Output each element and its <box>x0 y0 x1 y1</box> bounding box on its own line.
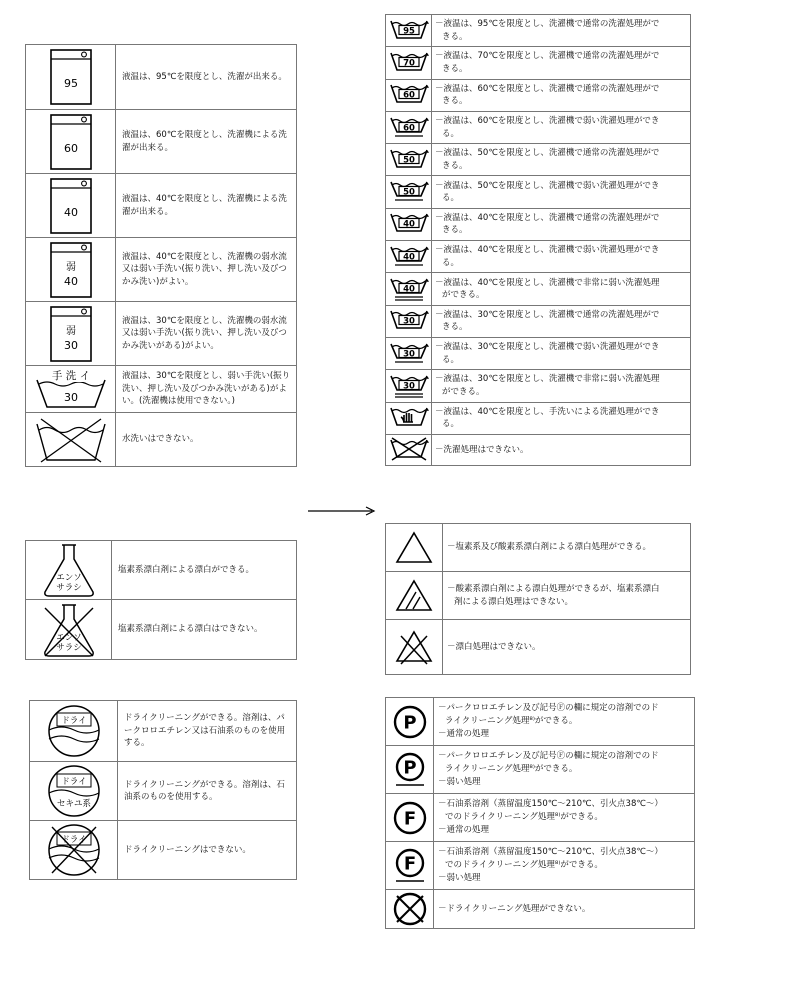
old-bleach-row <box>26 541 297 600</box>
symbol-cell <box>26 45 116 110</box>
symbol-cell <box>386 144 432 176</box>
no-wash-icon <box>31 416 111 464</box>
description-line: －弱い処理 <box>438 873 481 883</box>
temperature-label: 40 <box>402 219 415 230</box>
symbol-cell <box>26 238 116 302</box>
no-dry-clean-icon <box>391 890 429 928</box>
old-bleaching-table <box>25 540 297 660</box>
description-cell <box>443 524 691 572</box>
description-line: －液温は、40℃を限度とし、洗濯機で通常の洗濯処理がで <box>435 212 660 223</box>
new-wash-row <box>386 434 691 465</box>
temperature-label: 40 <box>402 284 415 295</box>
petroleum-label: セキユ系 <box>56 799 91 809</box>
dry-clean-p-icon <box>391 751 429 789</box>
right-arrow-icon <box>308 503 378 519</box>
new-wash-row <box>386 273 691 305</box>
dry-clean-f-icon <box>391 799 429 837</box>
new-wash-row <box>386 47 691 79</box>
new-bleach-row <box>386 620 691 675</box>
temperature-label: 40 <box>402 252 415 263</box>
symbol-cell <box>386 176 432 208</box>
no-bleach-icon <box>394 629 434 665</box>
new-wash-row <box>386 111 691 143</box>
symbol-cell <box>30 762 118 821</box>
wash-tub-icon <box>389 275 429 303</box>
old-wash-row <box>26 413 297 467</box>
wash-tub-icon <box>389 146 429 174</box>
solvent-letter: F <box>403 808 416 829</box>
description-cell <box>434 794 695 842</box>
symbol-cell <box>386 698 434 746</box>
temperature-label: 95 <box>63 77 78 90</box>
symbol-cell <box>386 111 432 143</box>
description-cell <box>432 434 691 465</box>
description-line: －液温は、95℃を限度とし、洗濯機で通常の洗濯処理がで <box>435 19 660 30</box>
solvent-letter: F <box>403 853 416 874</box>
oxygen-bleach-triangle-icon <box>394 578 434 614</box>
old-dry-row <box>30 762 297 821</box>
old-dry-row <box>30 701 297 762</box>
solvent-letter: P <box>402 757 417 778</box>
symbol-cell <box>26 541 112 600</box>
new-dry-row <box>386 746 695 794</box>
hand-wash-icon <box>389 404 429 432</box>
description-cell <box>432 337 691 369</box>
symbol-cell <box>30 821 118 880</box>
new-bleaching-table <box>385 523 691 675</box>
no-wash-icon <box>389 436 429 464</box>
description-text: ドライクリーニングはできない。 <box>118 821 297 880</box>
new-dry-row <box>386 794 695 842</box>
description-line: －通常の処理 <box>438 729 490 739</box>
wash-tub-icon <box>389 49 429 77</box>
description-line: －液温は、70℃を限度とし、洗濯機で通常の洗濯処理がで <box>435 51 660 62</box>
description-line: きる。 <box>442 96 468 107</box>
description-cell <box>432 370 691 402</box>
description-cell <box>432 305 691 337</box>
symbol-cell <box>386 241 432 273</box>
washing-machine-icon <box>49 113 93 171</box>
bleach-label: サラシ <box>55 583 82 593</box>
new-wash-row <box>386 402 691 434</box>
description-cell <box>434 698 695 746</box>
old-wash-row <box>26 174 297 238</box>
description-text: 水洗いはできない。 <box>116 413 297 467</box>
description-cell <box>432 208 691 240</box>
new-bleach-row <box>386 572 691 620</box>
temperature-label: 50 <box>402 187 415 198</box>
description-text: 塩素系漂白剤による漂白はできない。 <box>112 600 297 660</box>
new-wash-row <box>386 241 691 273</box>
description-line: きる。 <box>442 63 468 74</box>
description-line: きる。 <box>442 31 468 42</box>
new-dry-row <box>386 890 695 929</box>
dry-clean-circle-icon <box>44 703 104 759</box>
dry-label: ドライ <box>60 716 87 726</box>
hand-wash-label: 手 洗 イ <box>51 370 90 382</box>
description-cell <box>434 842 695 890</box>
chlorine-label: エンソ <box>55 632 82 643</box>
dry-clean-f-icon <box>391 847 429 885</box>
description-line: －液温は、50℃を限度とし、洗濯機で弱い洗濯処理ができ <box>435 180 660 191</box>
description-line: －酸素系漂白剤による漂白処理ができるが、塩素系漂白 <box>447 583 660 594</box>
description-line: きる。 <box>442 225 468 236</box>
weak-label: 弱 <box>65 261 76 273</box>
description-line: きる。 <box>442 160 468 171</box>
solvent-letter: P <box>402 712 417 733</box>
new-wash-row <box>386 79 691 111</box>
description-text: 液温は、30℃を限度とし、洗濯機の弱水流又は弱い手洗い(振り洗い、押し洗い及びつかみ洗いがある)がよい。 <box>116 302 297 366</box>
symbol-cell <box>386 79 432 111</box>
symbol-cell <box>26 366 116 413</box>
description-cell <box>432 47 691 79</box>
temperature-label: 60 <box>402 123 415 134</box>
description-line: －石油系溶剤（蒸留温度150℃〜210℃、引火点38℃〜） <box>438 799 663 809</box>
description-line: －液温は、40℃を限度とし、洗濯機で弱い洗濯処理ができ <box>435 245 660 256</box>
new-wash-row <box>386 208 691 240</box>
description-cell <box>432 241 691 273</box>
flask-icon <box>39 542 99 598</box>
description-line: る。 <box>442 419 460 430</box>
description-line: －液温は、40℃を限度とし、手洗いによる洗濯処理ができ <box>435 406 660 417</box>
description-line: －弱い処理 <box>438 777 481 787</box>
description-line: ライクリーニング処理⁸⁾ができる。 <box>445 716 578 726</box>
wash-tub-icon <box>389 243 429 271</box>
new-dry-cleaning-table <box>385 697 695 929</box>
old-dry-row <box>30 821 297 880</box>
description-line: 剤による漂白処理はできない。 <box>454 596 574 607</box>
temperature-label: 70 <box>402 58 415 69</box>
description-cell <box>432 79 691 111</box>
description-text: ドライクリーニングができる。溶剤は、パークロロエチレン又は石油系のものを使用する。 <box>118 701 297 762</box>
description-text: 液温は、40℃を限度とし、洗濯機による洗濯が出来る。 <box>116 174 297 238</box>
description-line: －漂白処理はできない。 <box>447 641 541 652</box>
description-line: －塩素系及び酸素系漂白剤による漂白処理ができる。 <box>447 542 652 552</box>
symbol-cell <box>386 208 432 240</box>
new-dry-row <box>386 842 695 890</box>
wash-tub-icon <box>389 372 429 400</box>
chlorine-label: エンソ <box>55 573 82 583</box>
description-line: る。 <box>442 257 460 268</box>
symbol-cell <box>26 302 116 366</box>
washing-machine-icon <box>49 177 93 235</box>
symbol-cell <box>26 413 116 467</box>
no-dry-clean-icon <box>44 822 104 878</box>
temperature-label: 30 <box>402 316 415 327</box>
description-text: 液温は、30℃を限度とし、弱い手洗い(振り洗い、押し洗い及びつかみ洗いがある)がよい。(洗濯機は使用できない。) <box>116 366 297 413</box>
temperature-label: 30 <box>63 391 78 404</box>
temperature-label: 30 <box>402 381 415 392</box>
description-text: 液温は、60℃を限度とし、洗濯機による洗濯が出来る。 <box>116 110 297 174</box>
symbol-cell <box>386 305 432 337</box>
description-cell <box>443 620 691 675</box>
new-wash-row <box>386 176 691 208</box>
symbol-cell <box>386 746 434 794</box>
old-wash-row <box>26 302 297 366</box>
description-text: 液温は、95℃を限度とし、洗濯が出来る。 <box>116 45 297 110</box>
description-line: －洗濯処理はできない。 <box>435 444 529 455</box>
symbol-cell <box>386 524 443 572</box>
description-cell <box>434 890 695 929</box>
description-cell <box>432 402 691 434</box>
temperature-label: 40 <box>63 205 78 219</box>
symbol-cell <box>386 572 443 620</box>
old-bleach-row <box>26 600 297 660</box>
dry-clean-p-icon <box>391 703 429 741</box>
description-cell <box>432 176 691 208</box>
wash-tub-icon <box>389 114 429 142</box>
description-line: ができる。 <box>442 290 485 301</box>
temperature-label: 30 <box>63 338 78 352</box>
description-line: －液温は、30℃を限度とし、洗濯機で通常の洗濯処理がで <box>435 309 660 320</box>
old-washing-table <box>25 44 297 467</box>
description-text: 液温は、40℃を限度とし、洗濯機の弱水流又は弱い手洗い(振り洗い、押し洗い及びつかみ洗い)がよい。 <box>116 238 297 302</box>
new-washing-table <box>385 14 691 466</box>
description-line: －液温は、30℃を限度とし、洗濯機で弱い洗濯処理ができ <box>435 342 660 353</box>
description-line: －液温は、50℃を限度とし、洗濯機で通常の洗濯処理がで <box>435 148 660 159</box>
weak-label: 弱 <box>65 325 76 337</box>
old-wash-row <box>26 366 297 413</box>
old-wash-row <box>26 238 297 302</box>
description-line: －ドライクリーニング処理ができない。 <box>438 903 591 914</box>
dry-label: ドライ <box>60 777 87 787</box>
description-line: －パークロロエチレン及び記号Ⓕの欄に規定の溶剤でのド <box>438 751 659 761</box>
temperature-label: 50 <box>402 155 415 166</box>
symbol-cell <box>30 701 118 762</box>
washing-machine-icon <box>49 48 93 106</box>
description-line: －液温は、40℃を限度とし、洗濯機で非常に弱い洗濯処理 <box>435 277 660 288</box>
description-cell <box>432 15 691 47</box>
symbol-cell <box>386 370 432 402</box>
description-line: ができる。 <box>442 386 485 397</box>
temperature-label: 30 <box>402 349 415 360</box>
description-line: る。 <box>442 354 460 365</box>
new-wash-row <box>386 144 691 176</box>
symbol-cell <box>386 47 432 79</box>
symbol-cell <box>386 620 443 675</box>
dry-label: ドライ <box>60 835 87 845</box>
new-wash-row <box>386 305 691 337</box>
wash-tub-icon <box>389 340 429 368</box>
hand-wash-tub-icon <box>33 367 109 411</box>
description-cell <box>434 746 695 794</box>
symbol-cell <box>386 337 432 369</box>
new-wash-row <box>386 370 691 402</box>
symbol-cell <box>26 600 112 660</box>
symbol-cell <box>386 434 432 465</box>
description-line: －パークロロエチレン及び記号Ⓕの欄に規定の溶剤でのド <box>438 703 659 713</box>
description-line: －石油系溶剤（蒸留温度150℃〜210℃、引火点38℃〜） <box>438 847 663 857</box>
description-line: －液温は、30℃を限度とし、洗濯機で非常に弱い洗濯処理 <box>435 374 660 385</box>
temperature-label: 95 <box>402 26 415 37</box>
description-line: ライクリーニング処理⁸⁾ができる。 <box>445 764 578 774</box>
description-line: る。 <box>442 128 460 139</box>
description-line: きる。 <box>442 322 468 333</box>
description-line: －通常の処理 <box>438 825 490 835</box>
symbol-cell <box>386 15 432 47</box>
no-chlorine-flask-icon <box>39 602 99 658</box>
new-dry-row <box>386 698 695 746</box>
description-line: でのドライクリーニング処理⁸⁾ができる。 <box>445 812 603 822</box>
washing-machine-icon <box>49 305 93 363</box>
wash-tub-icon <box>389 17 429 45</box>
symbol-cell <box>386 890 434 929</box>
washing-machine-icon <box>49 241 93 299</box>
symbol-cell <box>386 402 432 434</box>
description-line: でのドライクリーニング処理⁸⁾ができる。 <box>445 860 603 870</box>
dry-clean-circle-icon <box>44 763 104 819</box>
new-wash-row <box>386 15 691 47</box>
symbol-cell <box>26 110 116 174</box>
description-text: 塩素系漂白剤による漂白ができる。 <box>112 541 297 600</box>
description-cell <box>432 144 691 176</box>
symbol-cell <box>386 794 434 842</box>
symbol-cell <box>386 842 434 890</box>
temperature-label: 60 <box>63 141 78 155</box>
temperature-label: 60 <box>402 90 415 101</box>
description-cell <box>443 572 691 620</box>
description-cell <box>432 111 691 143</box>
description-line: －液温は、60℃を限度とし、洗濯機で通常の洗濯処理がで <box>435 83 660 94</box>
old-dry-cleaning-table <box>29 700 297 880</box>
description-text: ドライクリーニングができる。溶剤は、石油系のものを使用する。 <box>118 762 297 821</box>
wash-tub-icon <box>389 178 429 206</box>
old-wash-row <box>26 45 297 110</box>
description-cell <box>432 273 691 305</box>
wash-tub-icon <box>389 307 429 335</box>
wash-tub-icon <box>389 81 429 109</box>
bleach-label: サラシ <box>55 642 82 653</box>
old-wash-row <box>26 110 297 174</box>
wash-tub-icon <box>389 210 429 238</box>
description-line: る。 <box>442 193 460 204</box>
bleach-triangle-icon <box>394 530 434 566</box>
description-line: －液温は、60℃を限度とし、洗濯機で弱い洗濯処理ができ <box>435 116 660 127</box>
temperature-label: 40 <box>63 274 78 288</box>
new-bleach-row <box>386 524 691 572</box>
symbol-cell <box>386 273 432 305</box>
new-wash-row <box>386 337 691 369</box>
symbol-cell <box>26 174 116 238</box>
